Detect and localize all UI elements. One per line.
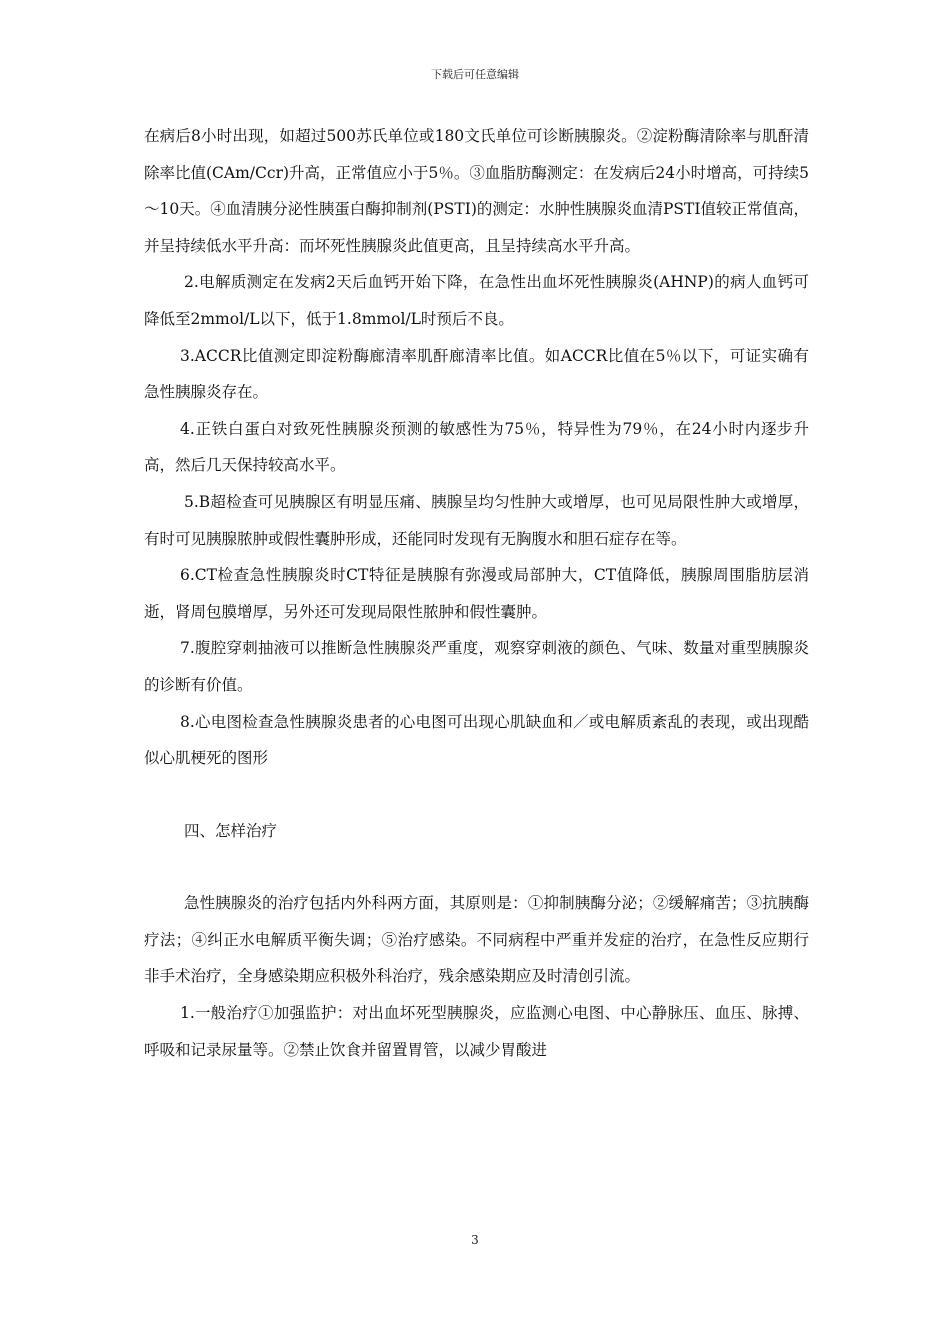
paragraph-treatment-principles: 急性胰腺炎的治疗包括内外科两方面，其原则是：①抑制胰酶分泌；②缓解痛苦；③抗胰酶疗法；④纠正水电解质平衡失调；⑤治疗感染。不同病程中严重并发症的治疗，在急性反应期行非手术治疗，全身感染期应积极外科治疗，残余感染期应及时清创引流。 — [144, 894, 809, 986]
paragraph-electrolyte: 2.电解质测定在发病2天后血钙开始下降，在急性出血坏死性胰腺炎(AHNP)的病人血钙可降低至2mmol/L以下，低于1.8mmol/L时预后不良。 — [144, 273, 809, 328]
page-header: 下载后可任意编辑 — [431, 68, 519, 81]
paragraph-general-treatment: 1.一般治疗①加强监护：对出血坏死型胰腺炎，应监测心电图、中心静脉压、血压、脉搏、呼吸和记录尿量等。②禁止饮食并留置胃管，以减少胃酸进 — [144, 1004, 809, 1059]
paragraph-accr: 3.ACCR比值测定即淀粉酶廊清率肌酐廊清率比值。如ACCR比值在5％以下，可证实确有急性胰腺炎存在。 — [144, 346, 809, 402]
paragraph-ct: 6.CT检查急性胰腺炎时CT特征是胰腺有弥漫或局部肿大，CT值降低，胰腺周围脂肪层消逝，肾周包膜增厚，另外还可发现局限性脓肿和假性囊肿。 — [144, 566, 809, 621]
paragraph-paracentesis: 7.腹腔穿刺抽液可以推断急性胰腺炎严重度，观察穿刺液的颜色、气味、数量对重型胰腺炎的诊断有价值。 — [144, 639, 809, 694]
spacer — [144, 849, 809, 885]
page-number: 3 — [471, 1233, 479, 1247]
paragraph-methemalbumin: 4.正铁白蛋白对致死性胰腺炎预测的敏感性为75％，特异性为79％，在24小时内逐步升高，然后几天保持较高水平。 — [144, 419, 809, 475]
paragraph-ultrasound: 5.B超检查可见胰腺区有明显压痛、胰腺呈均匀性肿大或增厚，也可见局限性肿大或增厚，有时可见胰腺脓肿或假性囊肿形成，还能同时发现有无胸腹水和胆石症存在等。 — [144, 492, 809, 548]
paragraph-continued: 在病后8小时出现，如超过500苏氏单位或180文氏单位可诊断胰腺炎。②淀粉酶清除率与肌酐清除率比值(CAm/Ccr)升高，正常值应小于5％。③血脂肪酶测定：在发病后24小时增高，可持续5～10天。④血清胰分泌性胰蛋白酶抑制剂(PSTI)的测定：水肿性胰腺炎血清PSTI值较正常值高，并呈持续低水平升高：而坏死性胰腺炎此值更高，且呈持续高水平升高。 — [144, 127, 809, 255]
spacer — [144, 777, 809, 813]
section-heading: 四、怎样治疗 — [184, 821, 278, 840]
document-body — [144, 118, 809, 1068]
paragraph-ecg: 8.心电图检查急性胰腺炎患者的心电图可出现心肌缺血和／或电解质紊乱的表现，或出现酷似心肌梗死的图形 — [144, 712, 809, 768]
